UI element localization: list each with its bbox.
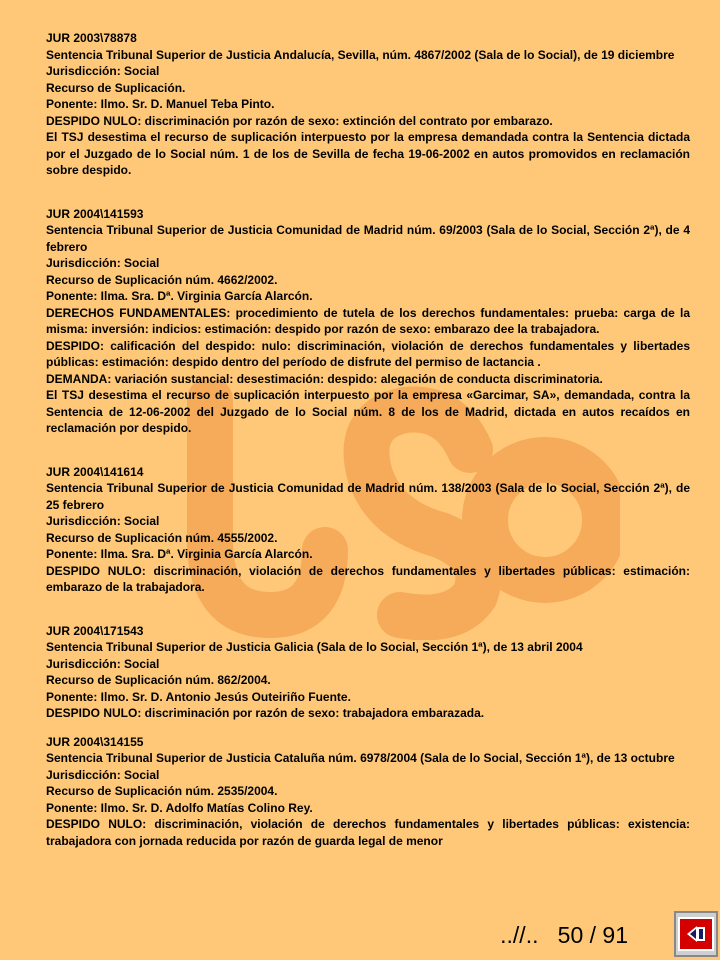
case-topic: DESPIDO NULO: discriminación por razón de sexo: extinción del contrato por embarazo. xyxy=(46,113,553,128)
case-topic: DESPIDO: calificación del despido: nulo: discriminación, violación de derechos fundamentales y libertades públicas: estimación: despido dentro del período de disfrute del permiso de lactancia . xyxy=(46,338,690,369)
page-footer xyxy=(500,922,628,949)
case-entry xyxy=(46,206,690,437)
case-appeal: Recurso de Suplicación núm. 862/2004. xyxy=(46,673,271,687)
case-court: Sentencia Tribunal Superior de Justicia Comunidad de Madrid núm. 138/2003 (Sala de lo Social, Sección 2ª), de 25 febrero xyxy=(46,481,690,512)
case-judge: Ponente: Ilma. Sra. Dª. Virginia García Alarcón. xyxy=(46,547,313,561)
case-jurisdiction: Jurisdicción: Social xyxy=(46,656,160,671)
case-court: Sentencia Tribunal Superior de Justicia Comunidad de Madrid núm. 69/2003 (Sala de lo Social, Sección 2ª), de 4 febrero xyxy=(46,223,690,254)
continuation-mark: ..//.. xyxy=(500,922,539,948)
case-court: Sentencia Tribunal Superior de Justicia Galicia (Sala de lo Social, Sección 1ª), de 13 abril 2004 xyxy=(46,640,583,654)
case-entry xyxy=(46,464,690,596)
case-topic: DEMANDA: variación sustancial: desestimación: despido: alegación de conducta discriminatoria. xyxy=(46,371,603,386)
case-appeal: Recurso de Suplicación núm. 4662/2002. xyxy=(46,272,278,287)
page-number: 50 / 91 xyxy=(557,922,628,948)
case-reference: JUR 2004\141593 xyxy=(46,206,144,221)
case-topic: El TSJ desestima el recurso de suplicación interpuesto por la empresa demandada contra la Sentencia dictada por el Juzgado de lo Social núm. 1 de los de Sevilla de fecha 19-06-2002 en autos promovidos en reclamación sobre despido. xyxy=(46,130,690,177)
case-jurisdiction: Jurisdicción: Social xyxy=(46,767,160,782)
back-button-face[interactable] xyxy=(678,917,714,951)
case-topic: DERECHOS FUNDAMENTALES: procedimiento de tutela de los derechos fundamentales: prueba: carga de la misma: inversión: indicios: estimación: despido por razón de sexo: embarazo dee la trabajadora. xyxy=(46,305,690,336)
jurisprudence-list xyxy=(46,30,690,849)
case-court: Sentencia Tribunal Superior de Justicia Cataluña núm. 6978/2004 (Sala de lo Social, Sección 1ª), de 13 octubre xyxy=(46,751,675,765)
case-appeal: Recurso de Suplicación. xyxy=(46,80,186,95)
case-judge: Ponente: Ilmo. Sr. D. Adolfo Matías Colino Rey. xyxy=(46,800,313,815)
case-topic: DESPIDO NULO: discriminación por razón de sexo: trabajadora embarazada. xyxy=(46,706,485,720)
case-reference: JUR 2004\171543 xyxy=(46,623,144,638)
case-court: Sentencia Tribunal Superior de Justicia Andalucía, Sevilla, núm. 4867/2002 (Sala de lo Social), de 19 diciembre xyxy=(46,47,675,62)
case-appeal: Recurso de Suplicación núm. 2535/2004. xyxy=(46,784,278,798)
case-reference: JUR 2004\141614 xyxy=(46,464,144,479)
back-arrow-icon xyxy=(685,925,707,943)
case-judge: Ponente: Ilmo. Sr. D. Antonio Jesús Outeiriño Fuente. xyxy=(46,689,351,704)
back-button[interactable] xyxy=(674,911,718,957)
case-appeal: Recurso de Suplicación núm. 4555/2002. xyxy=(46,530,278,545)
case-judge: Ponente: Ilma. Sra. Dª. Virginia García Alarcón. xyxy=(46,289,313,303)
case-entry xyxy=(46,623,690,722)
case-jurisdiction: Jurisdicción: Social xyxy=(46,514,160,528)
case-jurisdiction: Jurisdicción: Social xyxy=(46,64,160,78)
case-topic: El TSJ desestima el recurso de suplicación interpuesto por la empresa «Garcimar, SA», demandada, contra la Sentencia de 12-06-2002 del Juzgado de lo Social núm. 8 de los de Madrid, dictada en autos recaídos en reclamación por despido. xyxy=(46,388,690,435)
case-reference: JUR 2004\314155 xyxy=(46,734,144,749)
case-reference: JUR 2003\78878 xyxy=(46,31,137,45)
case-topic: DESPIDO NULO: discriminación, violación de derechos fundamentales y libertades públicas: estimación: embarazo de la trabajadora. xyxy=(46,563,690,594)
case-topic: DESPIDO NULO: discriminación, violación de derechos fundamentales y libertades públicas: existencia: trabajadora con jornada reducida por razón de guarda legal de menor xyxy=(46,817,690,848)
case-jurisdiction: Jurisdicción: Social xyxy=(46,256,160,270)
case-entry xyxy=(46,30,690,179)
case-entry xyxy=(46,734,690,850)
case-judge: Ponente: Ilmo. Sr. D. Manuel Teba Pinto. xyxy=(46,97,275,111)
